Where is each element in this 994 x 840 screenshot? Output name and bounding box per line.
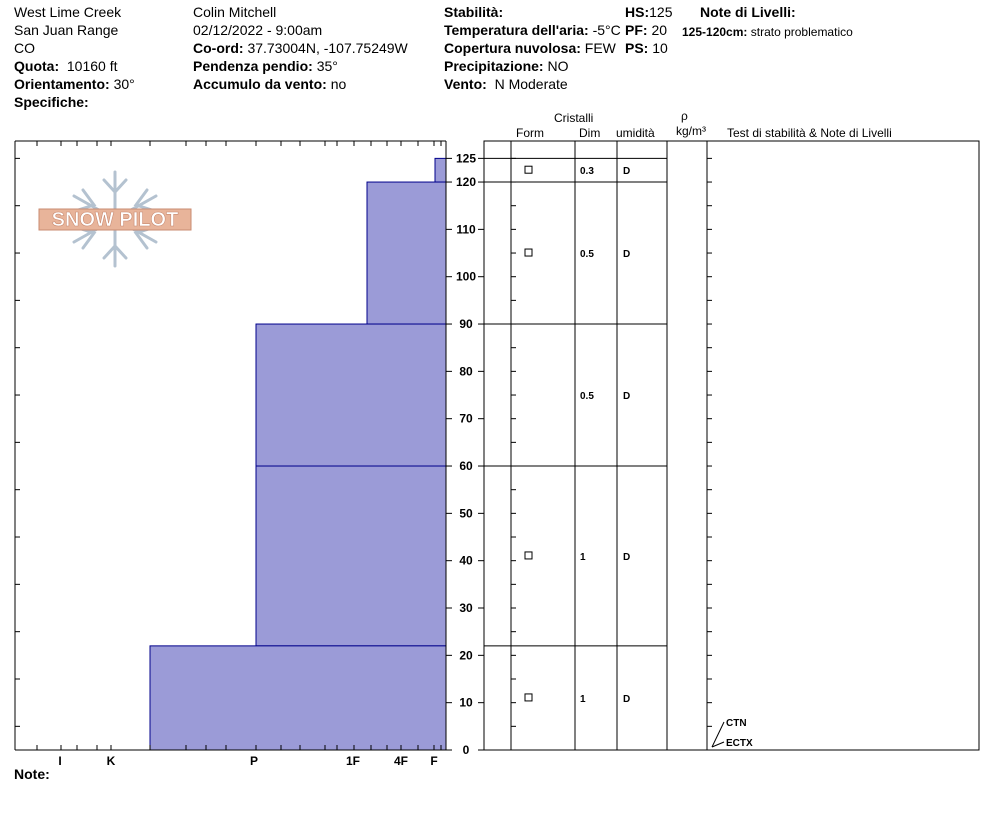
hs-label: HS: bbox=[625, 4, 650, 20]
moisture: D bbox=[623, 249, 631, 261]
hardness-tick-label: I bbox=[58, 754, 62, 768]
layer-note-range: 125-120cm: bbox=[682, 25, 748, 39]
depth-tick-label: 80 bbox=[459, 364, 473, 379]
density-unit: kg/m³ bbox=[676, 124, 706, 138]
precip-value: NO bbox=[547, 58, 569, 74]
grain-size: 0.3 bbox=[580, 166, 594, 178]
hardness-tick-label: 1F bbox=[345, 754, 361, 768]
grain-size: 1 bbox=[580, 551, 586, 563]
depth-tick-label: 100 bbox=[455, 269, 477, 284]
slope-label: Pendenza pendio: bbox=[193, 58, 313, 74]
depth-tick-label: 110 bbox=[456, 222, 476, 237]
depth-tick-label: 70 bbox=[459, 411, 473, 426]
depth-tick-label: 20 bbox=[459, 648, 473, 663]
pf-value: 20 bbox=[651, 22, 668, 38]
aspect-value: 30° bbox=[113, 76, 135, 92]
depth-tick-label: 30 bbox=[459, 601, 473, 616]
density-symbol: ρ bbox=[681, 109, 688, 123]
grain-form-square-icon bbox=[525, 249, 532, 256]
grain-form-square-icon bbox=[525, 552, 532, 559]
mountain-range: San Juan Range bbox=[14, 22, 119, 38]
observer: Colin Mitchell bbox=[193, 4, 277, 20]
moisture: D bbox=[623, 166, 631, 178]
depth-tick-label: 40 bbox=[459, 553, 473, 568]
grain-size: 0.5 bbox=[580, 391, 594, 403]
depth-tick-label: 50 bbox=[459, 506, 473, 521]
grain-size: 1 bbox=[580, 693, 586, 705]
coords-value: 37.73004N, -107.75249W bbox=[247, 40, 408, 56]
layer-notes-title: Note di Livelli: bbox=[700, 4, 796, 20]
hardness-bar bbox=[256, 466, 446, 646]
stability-test-label: ECTX bbox=[726, 738, 753, 749]
grain-size: 0.5 bbox=[580, 249, 594, 261]
depth-tick-label: 60 bbox=[459, 459, 473, 474]
elevation-label: Quota: bbox=[14, 58, 60, 74]
air-temp-value: -5°C bbox=[592, 22, 621, 38]
pf-label: PF: bbox=[625, 22, 648, 38]
wind-label: Vento: bbox=[444, 76, 487, 92]
hardness-bar bbox=[150, 646, 446, 750]
state: CO bbox=[14, 40, 35, 56]
depth-tick-label: 120 bbox=[455, 175, 477, 190]
hardness-tick-label: K bbox=[106, 754, 116, 768]
cloud-value: FEW bbox=[584, 40, 616, 56]
hardness-tick-label: P bbox=[249, 754, 259, 768]
specifics-label: Specifiche: bbox=[14, 94, 89, 110]
hardness-bar bbox=[435, 158, 446, 182]
moisture: D bbox=[623, 551, 631, 563]
wind-value: N Moderate bbox=[494, 76, 568, 92]
precip-label: Precipitazione: bbox=[444, 58, 544, 74]
air-temp-label: Temperatura dell'aria: bbox=[444, 22, 589, 38]
crystals-header: Cristalli bbox=[554, 111, 594, 125]
hardness-bar bbox=[367, 182, 446, 324]
wind-loading-label: Accumulo da vento: bbox=[193, 76, 327, 92]
ps-label: PS: bbox=[625, 40, 649, 56]
snowflake-logo bbox=[39, 172, 191, 266]
grain-form-square-icon bbox=[525, 694, 532, 701]
moisture: D bbox=[623, 391, 631, 403]
moisture-header: umidità bbox=[616, 126, 655, 140]
grain-form-square-icon bbox=[525, 166, 532, 173]
elevation-value: 10160 ft bbox=[66, 58, 118, 74]
coords-label: Co-ord: bbox=[193, 40, 244, 56]
depth-tick-label: 0 bbox=[462, 743, 470, 757]
layer-note-text: strato problematico bbox=[750, 25, 853, 39]
table-border bbox=[484, 141, 979, 750]
slope-value: 35° bbox=[316, 58, 338, 74]
aspect-label: Orientamento: bbox=[14, 76, 110, 92]
moisture: D bbox=[623, 693, 631, 705]
tests-header: Test di stabilità & Note di Livelli bbox=[727, 126, 892, 140]
ps-value: 10 bbox=[652, 40, 668, 56]
logo-text: SNOW PILOT bbox=[51, 209, 179, 231]
size-header: Dim bbox=[579, 126, 601, 140]
hardness-bar bbox=[256, 324, 446, 466]
form-header: Form bbox=[516, 126, 544, 140]
notes-label: Note: bbox=[14, 766, 50, 782]
depth-tick-label: 10 bbox=[459, 695, 473, 710]
location: West Lime Creek bbox=[14, 4, 122, 20]
hs-value: 125 bbox=[649, 4, 673, 20]
cloud-label: Copertura nuvolosa: bbox=[444, 40, 581, 56]
stability-label: Stabilità: bbox=[444, 4, 504, 20]
hardness-tick-label: 4F bbox=[393, 754, 409, 768]
stability-test-label: CTN bbox=[726, 718, 747, 729]
depth-tick-label: 90 bbox=[459, 317, 473, 332]
datetime: 02/12/2022 - 9:00am bbox=[193, 22, 323, 38]
hardness-tick-label: F bbox=[430, 754, 438, 768]
depth-tick-label: 125 bbox=[455, 151, 477, 166]
wind-loading-value: no bbox=[330, 76, 347, 92]
